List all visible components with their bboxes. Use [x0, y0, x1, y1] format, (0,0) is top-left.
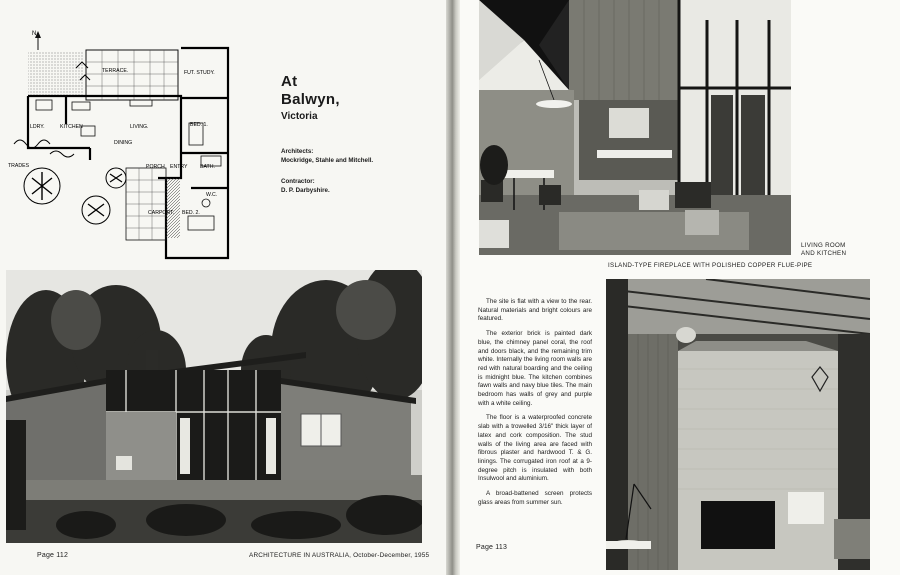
- architects-label: Architects:: [281, 148, 314, 155]
- north-label: N: [32, 31, 37, 37]
- room-terrace: TERRACE.: [102, 68, 129, 74]
- body-paragraph-2: The exterior brick is painted dark blue, the chimney panel coral, the roof and doors black, and the remaining trim white. Internally the living room walls are red with natural boarding and the ceiling is midnight blue. The kitchen combines fawn walls and navy blue tiles. The main bedroom has walls of grey and purple with a white ceiling.: [478, 330, 592, 407]
- north-arrow-icon: [32, 31, 41, 50]
- room-porch: PORCH: [146, 164, 165, 170]
- room-dining: DINING: [114, 140, 133, 146]
- tree-icon: [24, 168, 60, 204]
- exterior-photo: [6, 270, 422, 543]
- tree-icon: [82, 196, 110, 224]
- article-body: [478, 298, 592, 513]
- room-carport: CARPORT.: [148, 210, 175, 216]
- body-paragraph-3: The floor is a waterproofed concrete slab with a trowelled 3/16" thick layer of latex and cork composition. The stud walls of the living area are faced with fibrous plaster and hardwood T. & G. linings. The corrugated iron roof at a 9-degree pitch is insulated with both Insulwool and aluminium.: [478, 414, 592, 483]
- right-page-number: Page 113: [476, 544, 508, 551]
- room-wc: W.C.: [206, 192, 218, 198]
- journal-footer: ARCHITECTURE IN AUSTRALIA, October-December, 1955: [249, 552, 430, 559]
- room-living: LIVING.: [130, 124, 149, 130]
- room-ldry: LDRY.: [30, 124, 45, 130]
- room-bed2: BED. 2.: [182, 210, 200, 216]
- room-bath: BATH.: [200, 164, 215, 170]
- caption-living-room: LIVING ROOM AND KITCHEN: [801, 242, 847, 257]
- room-kitchen: KITCHEN: [60, 124, 83, 130]
- architects-names: Mockridge, Stahle and Mitchell.: [281, 157, 374, 164]
- credits-block: [281, 147, 373, 195]
- heading-line-1: At: [281, 73, 298, 90]
- living-room-photo: [479, 0, 791, 255]
- room-trades: TRADES: [8, 163, 30, 169]
- floor-plan: [6, 28, 234, 268]
- caption-fireplace: ISLAND-TYPE FIREPLACE WITH POLISHED COPPER FLUE-PIPE: [608, 262, 813, 269]
- left-page-number: Page 112: [37, 552, 69, 559]
- article-subheading: Victoria: [281, 111, 318, 122]
- body-paragraph-1: The site is flat with a view to the rear. Natural materials and bright colours are featured.: [478, 298, 592, 323]
- fireplace-photo: [606, 279, 870, 570]
- tree-icon: [106, 168, 126, 188]
- body-paragraph-4: A broad-battened screen protects glass areas from summer sun.: [478, 490, 592, 506]
- room-bed1: BED. 1.: [190, 122, 208, 128]
- page-gutter: [446, 0, 460, 575]
- room-fut-study: FUT. STUDY.: [184, 70, 215, 76]
- garden-area: [28, 52, 84, 96]
- room-entry: ENTRY: [170, 164, 188, 170]
- heading-line-2: Balwyn,: [281, 91, 340, 108]
- contractor-label: Contractor:: [281, 178, 315, 185]
- contractor-name: D. P. Darbyshire.: [281, 187, 330, 194]
- article-heading: [281, 73, 340, 109]
